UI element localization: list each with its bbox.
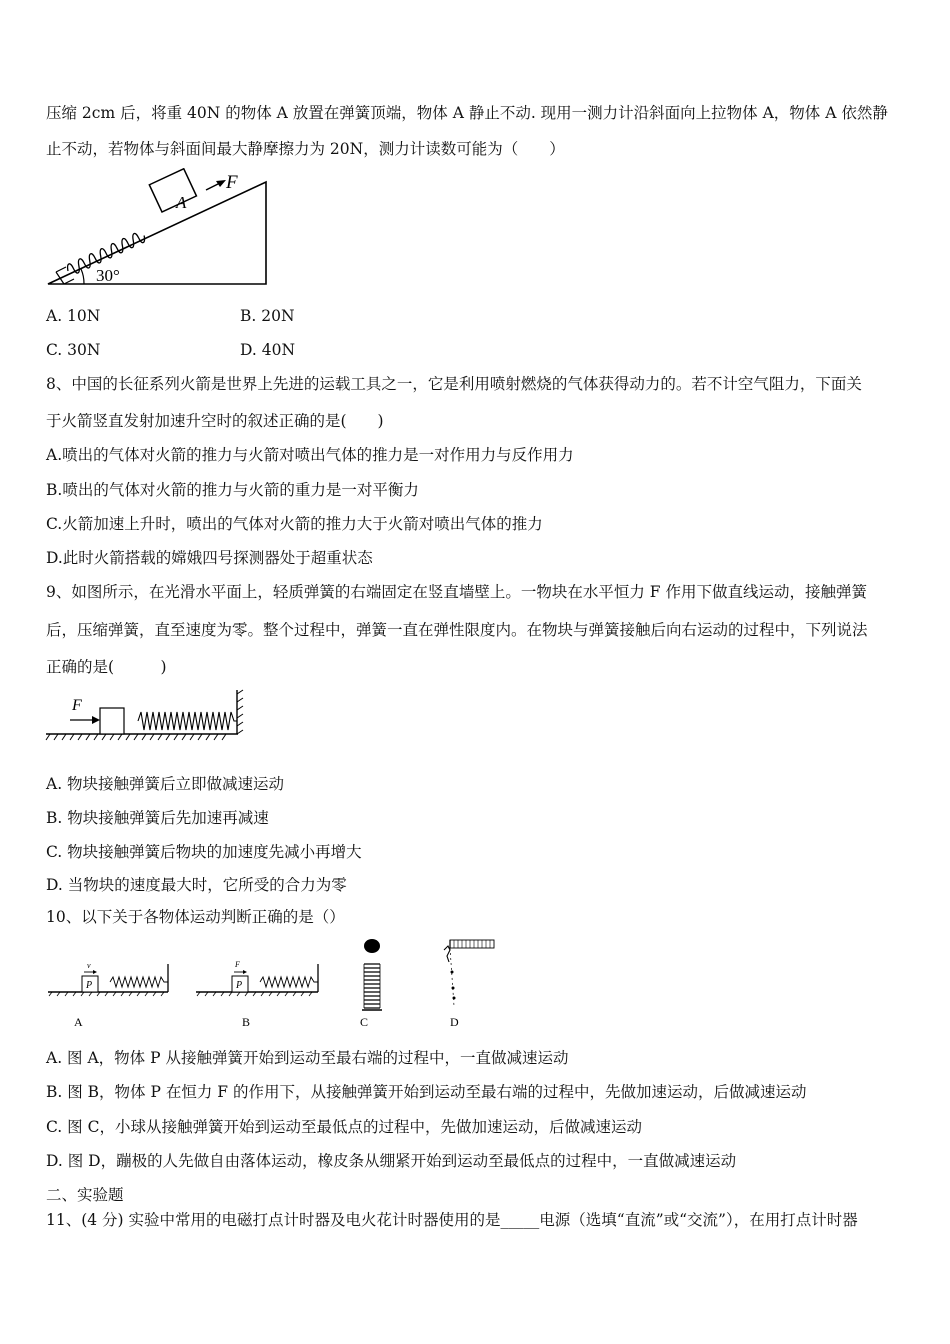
q10-figure-d: [444, 940, 494, 1029]
q10-text-line1: 10、以下关于各物体运动判断正确的是（）: [46, 908, 345, 926]
q10-figures: [44, 936, 504, 1036]
q10-figure-a-block-label: P: [86, 980, 93, 991]
q9-option-c: C. 物块接触弹簧后物块的加速度先减小再增大: [46, 843, 362, 861]
q10-option-c: C. 图 C，小球从接触弹簧开始到运动至最低点的过程中，先做加速运动，后做减速运动: [46, 1118, 642, 1136]
q7-force-label: F: [226, 172, 238, 193]
q11-text-line1: 11、(4 分) 实验中常用的电磁打点计时器及电火花计时器使用的是_____电源（选填“直流”或“交流”），在用打点计时器: [46, 1211, 858, 1229]
q10-figure-b-block-label: P: [236, 980, 243, 991]
q9-block: [100, 708, 124, 734]
q7-option-b: B. 20N: [240, 307, 295, 325]
q9-force-label: F: [72, 697, 82, 714]
q7-option-d: D. 40N: [240, 341, 296, 359]
q10-figure-a-label: A: [74, 1015, 83, 1029]
q7-option-c: C. 30N: [46, 341, 101, 359]
q10-figure-c-label: C: [360, 1015, 369, 1029]
q10-option-d: D. 图 D，蹦极的人先做自由落体运动，橡皮条从绷紧开始到运动至最低点的过程中，一直做减速运动: [46, 1152, 737, 1170]
q8-text-line2: 于火箭竖直发射加速升空时的叙述正确的是( ): [46, 412, 384, 430]
q10-figure-a: [48, 961, 168, 1029]
q8-option-a: A.喷出的气体对火箭的推力与火箭对喷出气体的推力是一对作用力与反作用力: [46, 446, 574, 464]
q9-spring: [138, 712, 237, 730]
q9-text-line2: 后，压缩弹簧，直至速度为零。整个过程中，弹簧一直在弹性限度内。在物块与弹簧接触后向右运动的过程中，下列说法: [46, 621, 868, 639]
q10-figure-b: [196, 960, 318, 1029]
q10-figure-c: [360, 939, 382, 1029]
section-title: 二、实验题: [46, 1186, 124, 1204]
q8-option-c: C.火箭加速上升时，喷出的气体对火箭的推力大于火箭对喷出气体的推力: [46, 515, 543, 533]
q7-text-line2: 止不动，若物体与斜面间最大静摩擦力为 20N，测力计读数可能为（ ）: [46, 140, 565, 158]
q10-figure-d-label: D: [450, 1015, 459, 1029]
q10-option-b: B. 图 B，物体 P 在恒力 F 的作用下，从接触弹簧开始到运动至最右端的过程中，先做加速运动，后做减速运动: [46, 1083, 807, 1101]
q8-text-line1: 8、中国的长征系列火箭是世界上先进的运载工具之一，它是利用喷射燃烧的气体获得动力的。若不计空气阻力，下面关: [46, 375, 862, 393]
q7-block-a: [149, 169, 196, 212]
q7-incline-figure: [44, 168, 274, 290]
q7-block-label: A: [176, 193, 187, 212]
q9-option-a: A. 物块接触弹簧后立即做减速运动: [46, 775, 285, 793]
q10-option-a: A. 图 A，物体 P 从接触弹簧开始到运动至最右端的过程中，一直做减速运动: [46, 1049, 569, 1067]
q9-option-d: D. 当物块的速度最大时，它所受的合力为零: [46, 876, 347, 894]
q7-option-a: A. 10N: [46, 307, 101, 325]
q8-option-d: D.此时火箭搭载的嫦娥四号探测器处于超重状态: [46, 549, 373, 567]
q9-text-line3: 正确的是( ): [46, 658, 167, 676]
q10-figure-b-label: B: [242, 1015, 251, 1029]
q10-figure-b-force-label: F: [235, 960, 240, 969]
q7-text-line1: 压缩 2cm 后，将重 40N 的物体 A 放置在弹簧顶端，物体 A 静止不动. 现用一测力计沿斜面向上拉物体 A，物体 A 依然静: [46, 104, 888, 122]
q9-text-line1: 9、如图所示，在光滑水平面上，轻质弹簧的右端固定在竖直墙壁上。一物块在水平恒力 F 作用下做直线运动，接触弹簧: [46, 583, 867, 601]
q10-figure-a-velocity-label: v: [87, 961, 91, 970]
q7-angle-label: 30°: [96, 266, 120, 285]
q9-option-b: B. 物块接触弹簧后先加速再减速: [46, 809, 269, 827]
q8-option-b: B.喷出的气体对火箭的推力与火箭的重力是一对平衡力: [46, 481, 419, 499]
q9-spring-figure: [44, 688, 250, 746]
